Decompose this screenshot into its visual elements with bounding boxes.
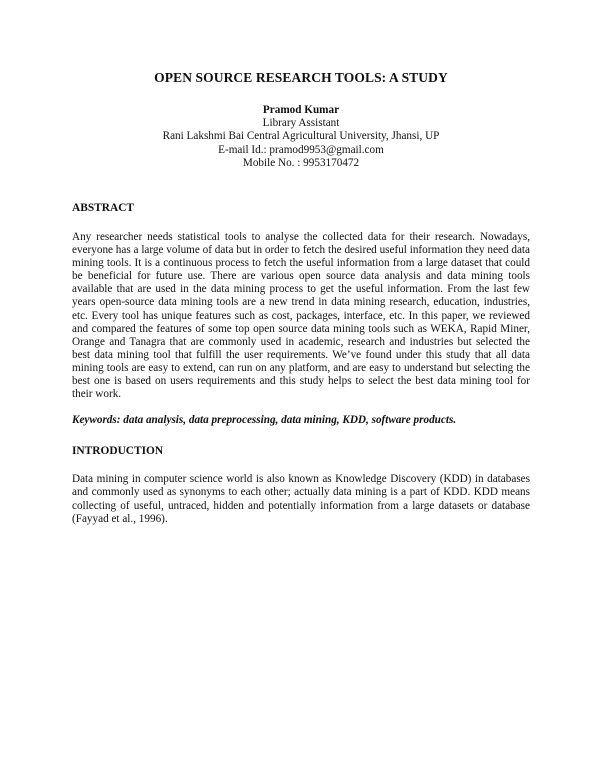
abstract-text: Any researcher needs statistical tools to analyse the collected data for their research. Nowadays, everyone has a large volume of data but in order to fetch the desired useful information they need data mining tools. It is a continuous process to fetch the useful information from a large dataset that could be beneficial for future use. There are various open source data analysis and data mining tools available that are used in the data mining process to get the useful information. From the last few years open-source data mining tools are a new trend in data mining research, education, industries, etc. Every tool has unique features such as cost, packages, interface, etc. In this paper, we reviewed and compared the features of some top open source data mining tools such as WEKA, Rapid Miner, Orange and Tanagra that are commonly used in academic, research and industries but selected the best data mining tool that fulfill the user requirements. We’ve found under this study that all data mining tools are easy to extend, can run on any platform, and are easy to understand but selecting the best one is based on users requirements and this study helps to select the best data mining tool for their work. (72, 231, 530, 401)
keywords: Keywords: data analysis, data preprocessing, data mining, KDD, software products. (72, 414, 457, 427)
introduction-text: Data mining in computer science world is also known as Knowledge Discovery (KDD) in databases and commonly used as synonyms to each other; actually data mining is a part of KDD. KDD means collecting of useful, untraced, hidden and potentially information from a large datasets or database (Fayyad et al., 1996). (72, 473, 530, 525)
author-position: Library Assistant (262, 117, 340, 130)
paper-title: OPEN SOURCE RESEARCH TOOLS: A STUDY (154, 70, 448, 85)
paper-page (72, 70, 530, 526)
abstract-heading: ABSTRACT (72, 202, 135, 215)
author-mobile: Mobile No. : 9953170472 (242, 156, 360, 169)
introduction-heading: INTRODUCTION (72, 445, 164, 458)
author-name: Pramod Kumar (262, 104, 340, 116)
author-block (72, 104, 530, 170)
author-affiliation: Rani Lakshmi Bai Central Agricultural University, Jhansi, UP (162, 130, 440, 143)
author-email: E-mail Id.: pramod9953@gmail.com (218, 143, 384, 156)
